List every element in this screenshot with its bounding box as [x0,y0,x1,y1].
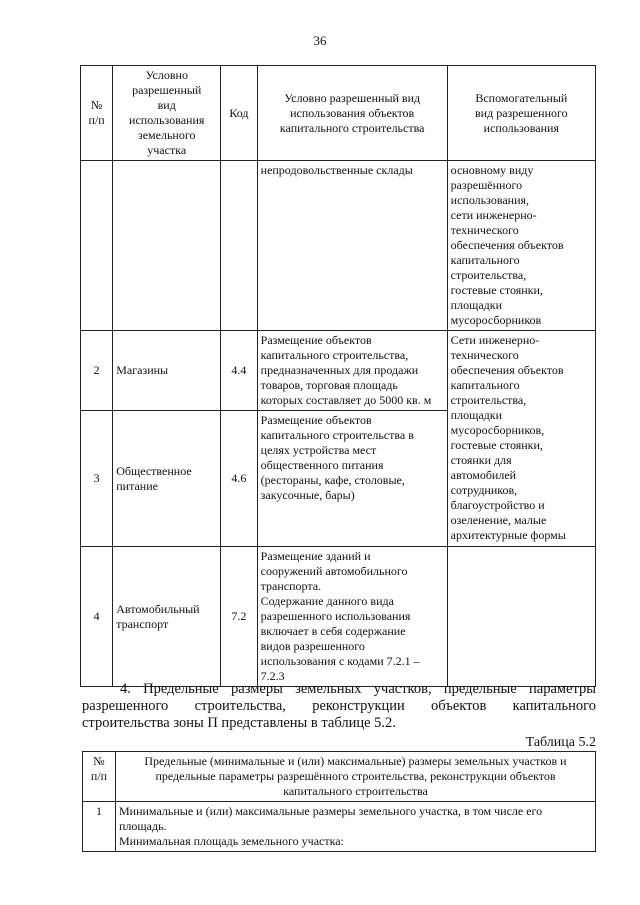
cell-aux [447,547,595,687]
header-text: Предельные (минимальные и (или) максимальные) размеры земельных участков и предельные параметры разрешённого строительства, реконструкции объектов капитального строительства [116,752,596,802]
permitted-use-table [80,65,596,687]
cell-main: Размещение объектов капитального строительства в целях устройства мест общественного питания (рестораны, кафе, столовые, закусочные, бары) [257,411,447,547]
limits-table [82,751,596,852]
cell-main: Размещение зданий и сооружений автомобильного транспорта. Содержание данного вида разрешенного использования включает в себя содержание видов разрешенного использования с кодами 7.2.1 – 7.2.3 [257,547,447,687]
cell-name: Автомобильный транспорт [113,547,221,687]
cell-name [113,161,221,331]
cell-code: 4.6 [221,411,257,547]
table-header-row [81,66,596,161]
table-caption: Таблица 5.2 [525,735,596,750]
table-row-continuation [81,161,596,331]
body-paragraph [82,681,596,732]
header-aux: Вспомогательный вид разрешенного использования [447,66,595,161]
cell-num: 4 [81,547,113,687]
cell-code [221,161,257,331]
table-header-row [83,752,596,802]
header-num: № п/п [83,752,116,802]
cell-aux-shared: Сети инженерно- технического обеспечения объектов капитального строительства, площадки мусоросборников, гостевые стоянки, стоянки для автомобилей сотрудников, благоустройство и озеленение, малые архитектурные формы [447,331,595,547]
header-name: Условно разрешенный вид использования земельного участка [113,66,221,161]
cell-name: Магазины [113,331,221,411]
cell-main: Размещение объектов капитального строительства, предназначенных для продажи товаров, торговая площадь которых составляет до 5000 кв. м [257,331,447,411]
paragraph-text: 4. Предельные размеры земельных участков, предельные параметры разрешенного строительства, реконструкции объектов капитального строительства зоны П представлены в таблице 5.2. [82,681,596,731]
cell-aux: основному виду разрешённого использования, сети инженерно- технического обеспечения объектов капитального строительства, гостевые стоянки, площадки мусоросборников [447,161,595,331]
cell-num: 2 [81,331,113,411]
header-main: Условно разрешенный вид использования объектов капитального строительства [257,66,447,161]
cell-code: 4.4 [221,331,257,411]
table-row [81,331,596,411]
cell-num: 3 [81,411,113,547]
header-code: Код [221,66,257,161]
cell-text: Минимальные и (или) максимальные размеры земельного участка, в том числе его площадь. Минимальная площадь земельного участка: [116,802,596,852]
cell-num [81,161,113,331]
cell-num: 1 [83,802,116,852]
cell-main: непродовольственные склады [257,161,447,331]
table-row [81,547,596,687]
cell-code: 7.2 [221,547,257,687]
table-row [83,802,596,852]
cell-name: Общественное питание [113,411,221,547]
header-num: № п/п [81,66,113,161]
page-number: 36 [313,33,327,48]
